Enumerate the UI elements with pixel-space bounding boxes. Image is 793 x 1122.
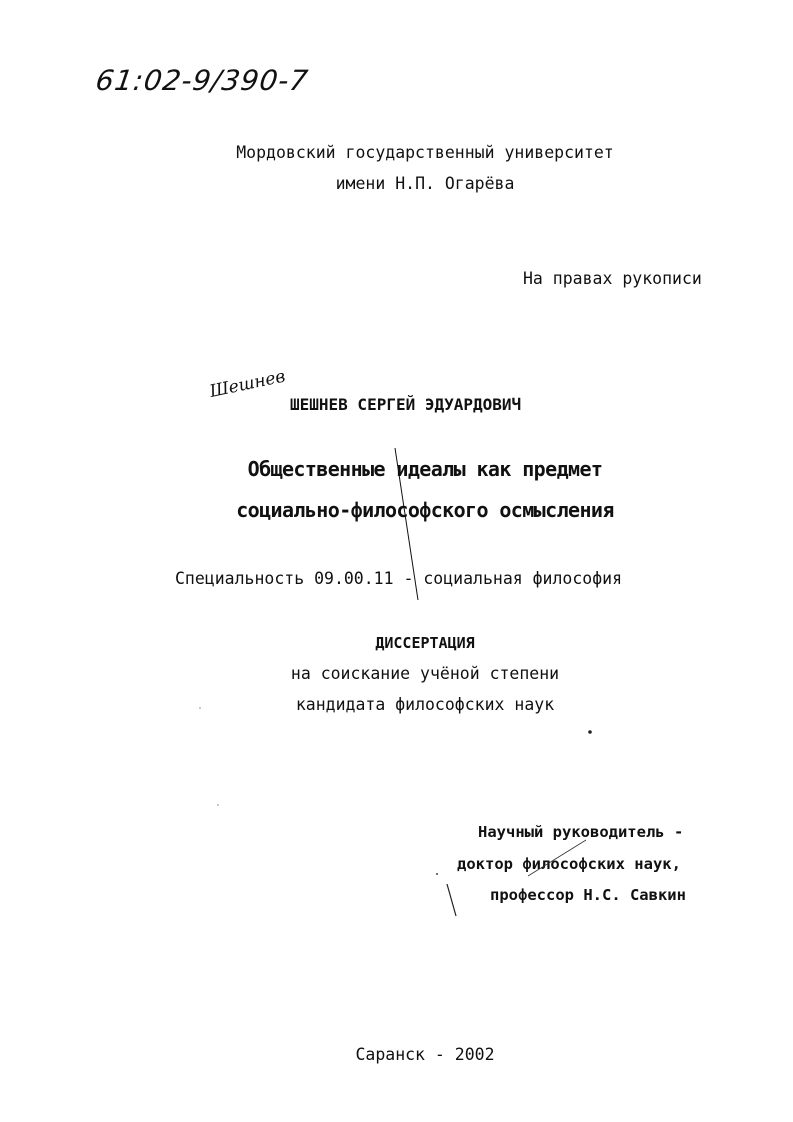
ink-dot-small [436, 873, 438, 875]
dissertation-heading: ДИССЕРТАЦИЯ [375, 634, 475, 652]
dissertation-degree: на соискание учёной степени [290, 664, 560, 683]
archive-code: 61:02-9/390-7 [93, 64, 311, 97]
title-line-1: Общественные идеалы как предмет [247, 457, 603, 481]
supervisor-name: профессор Н.С. Савкин [490, 886, 686, 904]
pen-stroke-margin [447, 884, 456, 916]
ink-dot [588, 730, 592, 734]
supervisor-title: Научный руководитель - [478, 823, 684, 841]
university-named-after: имени Н.П. Огарёва [335, 174, 515, 193]
author-signature [208, 366, 287, 402]
city-year: Саранск - 2002 [355, 1045, 495, 1064]
ink-dot-faint [199, 707, 201, 709]
author-name: ШЕШНЕВ СЕРГЕЙ ЭДУАРДОВИЧ [290, 395, 522, 414]
ink-dot-faint-2 [217, 804, 219, 806]
supervisor-degree: доктор философских наук, [457, 855, 681, 873]
rights-note: На правах рукописи [523, 269, 702, 288]
dissertation-field: кандидата философских наук [295, 695, 555, 714]
specialty: Специальность 09.00.11 - социальная философия [175, 569, 623, 588]
signature-text: Шешнев [207, 366, 288, 402]
university-name: Мордовский государственный университет [236, 143, 614, 162]
title-line-2: социально-философского осмысления [236, 498, 614, 522]
